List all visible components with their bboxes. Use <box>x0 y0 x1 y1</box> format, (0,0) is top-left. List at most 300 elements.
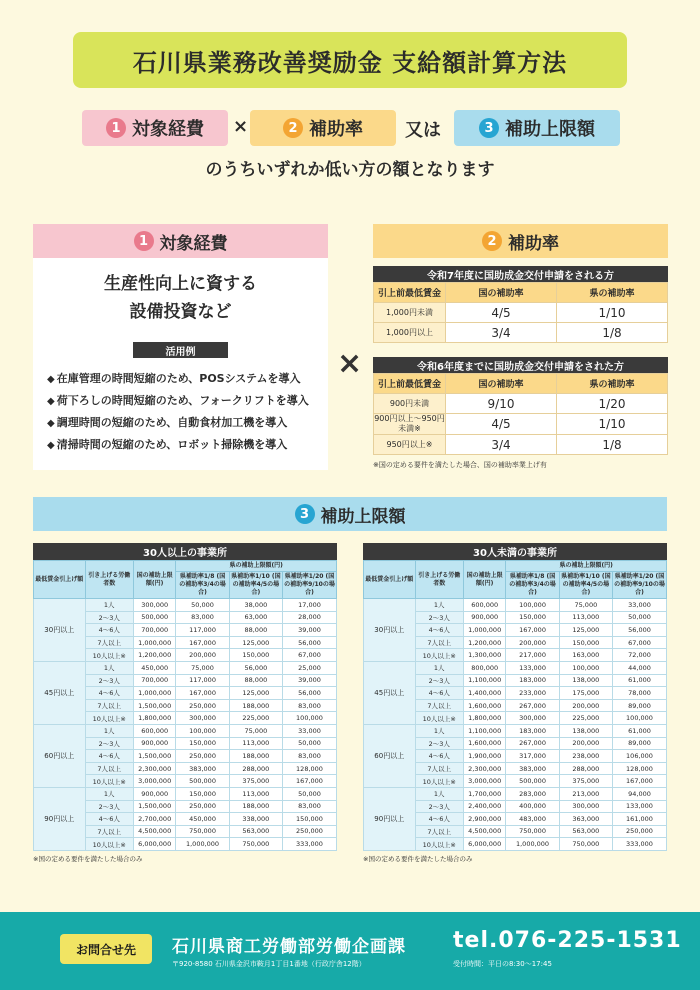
table-cell: 1,000円未満 <box>374 303 446 323</box>
table-cell: 1人 <box>85 787 133 800</box>
formula-item-cap <box>454 110 620 146</box>
table-cell: 900,000 <box>133 737 175 750</box>
section-title: 補助上限額 <box>320 506 406 527</box>
formula-item-label: 補助率 <box>309 119 363 140</box>
table-cell: 188,000 <box>229 800 282 813</box>
table-cell: 200,000 <box>506 636 559 649</box>
formula-item-label: 対象経費 <box>132 119 204 140</box>
table-cell: 500,000 <box>506 775 559 788</box>
table-cell: 10人以上※ <box>415 712 463 725</box>
table-cell: 1/8 <box>557 435 668 455</box>
table-cell: 1,000,000 <box>463 624 505 637</box>
phone-number: tel.076-225-1531 <box>453 928 682 953</box>
table-cell: 288,000 <box>559 762 612 775</box>
table-cell: 700,000 <box>133 674 175 687</box>
table-cell: 1,900,000 <box>463 750 505 763</box>
table-cell: 2～3人 <box>85 674 133 687</box>
column-header: 引き上げる労働者数 <box>85 561 133 599</box>
cost-description <box>33 270 328 326</box>
table-cell: 1,500,000 <box>133 699 175 712</box>
table-cell: 750,000 <box>506 825 559 838</box>
table-cell: 39,000 <box>283 674 337 687</box>
table-cell: 167,000 <box>176 636 229 649</box>
table-cell: 363,000 <box>559 813 612 826</box>
column-header: 県の補助率 <box>557 374 668 394</box>
table-cell: 100,000 <box>559 661 612 674</box>
table-cell: 113,000 <box>229 737 282 750</box>
page-title: 石川県業務改善奨励金 支給額計算方法 <box>73 32 627 88</box>
table-cell: 88,000 <box>229 624 282 637</box>
table-cell: 163,000 <box>559 649 612 662</box>
table-cell: 2～3人 <box>415 674 463 687</box>
table-cell: 250,000 <box>176 699 229 712</box>
table-cell: 2,900,000 <box>463 813 505 826</box>
table-cell: 50,000 <box>176 599 229 612</box>
table-cell: 900,000 <box>133 787 175 800</box>
table-cell: 10人以上※ <box>85 838 133 851</box>
section-cap-header <box>33 497 667 531</box>
table-row <box>374 323 668 343</box>
table-cell: 100,000 <box>506 599 559 612</box>
table-cell: 150,000 <box>176 787 229 800</box>
table-cell: 6,000,000 <box>133 838 175 851</box>
table-cell: 333,000 <box>283 838 337 851</box>
table-cell: 900円未満 <box>374 394 446 414</box>
list-item: ◆ 調理時間の短縮のため、自動食材加工機を導入 <box>47 412 309 434</box>
table-cell: 450,000 <box>133 661 175 674</box>
table-cell: 500,000 <box>133 611 175 624</box>
table-cell: 500,000 <box>176 775 229 788</box>
column-header: 県の補助率 <box>557 283 668 303</box>
table-cell: 1,000,000 <box>133 636 175 649</box>
table-cell: 563,000 <box>559 825 612 838</box>
table-cell: 6,000,000 <box>463 838 505 851</box>
table-cell: 1,000円以上 <box>374 323 446 343</box>
wage-increase-cell: 30円以上 <box>34 599 86 662</box>
table-cell: 1,000,000 <box>176 838 229 851</box>
section-cost-body <box>33 258 328 470</box>
table-cell: 1/10 <box>557 303 668 323</box>
table-cell: 50,000 <box>613 611 667 624</box>
table-row <box>34 787 337 800</box>
cap-table <box>33 560 337 851</box>
table-cell: 213,000 <box>559 787 612 800</box>
table-cell: 89,000 <box>613 737 667 750</box>
table-cell: 4～6人 <box>415 813 463 826</box>
table-cell: 2,400,000 <box>463 800 505 813</box>
table-cell: 3/4 <box>446 435 557 455</box>
table-cell: 125,000 <box>229 687 282 700</box>
column-header: 県補助率1/20 (国の補助率9/10の場合) <box>283 572 337 599</box>
table-cell: 161,000 <box>613 813 667 826</box>
table-cell: 100,000 <box>283 712 337 725</box>
table-cell: 4,500,000 <box>463 825 505 838</box>
table-cell: 1,000,000 <box>506 838 559 851</box>
table-cell: 288,000 <box>229 762 282 775</box>
table-row <box>374 394 668 414</box>
table-cell: 333,000 <box>613 838 667 851</box>
column-header: 県補助率1/20 (国の補助率9/10の場合) <box>613 572 667 599</box>
table-cell: 1人 <box>85 661 133 674</box>
table-cell: 3,000,000 <box>133 775 175 788</box>
table-cell: 88,000 <box>229 674 282 687</box>
column-header: 最低賃金引上げ額 <box>364 561 416 599</box>
or-text: 又は <box>405 120 441 141</box>
table-cell: 4/5 <box>446 303 557 323</box>
table-cell: 38,000 <box>229 599 282 612</box>
times-sign: × <box>233 116 249 137</box>
cap-table-30-or-more <box>33 543 337 863</box>
table-cell: 9/10 <box>446 394 557 414</box>
wage-increase-cell: 30円以上 <box>364 599 416 662</box>
table-cell: 72,000 <box>613 649 667 662</box>
table-cell: 75,000 <box>176 661 229 674</box>
table-cell: 4～6人 <box>415 750 463 763</box>
table-cell: 1/8 <box>557 323 668 343</box>
table-cell: 89,000 <box>613 699 667 712</box>
table-cell: 4,500,000 <box>133 825 175 838</box>
table-cell: 300,000 <box>176 712 229 725</box>
number-badge-3: 3 <box>295 504 315 524</box>
table-row <box>34 599 337 612</box>
table-cell: 1,100,000 <box>463 724 505 737</box>
table-cell: 117,000 <box>176 674 229 687</box>
rate-table-fy6 <box>373 357 668 455</box>
wage-increase-cell: 90円以上 <box>364 787 416 850</box>
table-cell: 7人以上 <box>415 636 463 649</box>
table-cell: 183,000 <box>506 724 559 737</box>
table-cell: 7人以上 <box>415 762 463 775</box>
cap-footnote: ※国の定める要件を満たした場合のみ <box>363 854 473 863</box>
table-cell: 25,000 <box>283 661 337 674</box>
table-cell: 167,000 <box>176 687 229 700</box>
table-cell: 7人以上 <box>85 762 133 775</box>
table-cell: 225,000 <box>229 712 282 725</box>
table-cell: 267,000 <box>506 699 559 712</box>
table-cell: 7人以上 <box>415 825 463 838</box>
table-cell: 238,000 <box>559 750 612 763</box>
column-header: 国の補助率 <box>446 283 557 303</box>
table-cell: 100,000 <box>613 712 667 725</box>
table-cell: 450,000 <box>176 813 229 826</box>
table-cell: 1,300,000 <box>463 649 505 662</box>
table-cell: 10人以上※ <box>85 649 133 662</box>
usage-example-list <box>47 368 309 456</box>
table-cell: 94,000 <box>613 787 667 800</box>
number-badge-2: 2 <box>482 231 502 251</box>
table-cell: 63,000 <box>229 611 282 624</box>
table-cell: 67,000 <box>613 636 667 649</box>
table-cell: 83,000 <box>176 611 229 624</box>
table-cell: 300,000 <box>133 599 175 612</box>
column-header: 県補助率1/8 (国の補助率3/4の場合) <box>176 572 229 599</box>
formula-item-rate <box>250 110 396 146</box>
table-cell: 61,000 <box>613 724 667 737</box>
table-cell: 750,000 <box>176 825 229 838</box>
table-cell: 113,000 <box>229 787 282 800</box>
table-cell: 250,000 <box>283 825 337 838</box>
table-cell: 338,000 <box>229 813 282 826</box>
list-item: ◆ 荷下ろしの時間短縮のため、フォークリフトを導入 <box>47 390 309 412</box>
table-cell: 128,000 <box>613 762 667 775</box>
table-cell: 250,000 <box>176 800 229 813</box>
table-cell: 2～3人 <box>85 737 133 750</box>
table-cell: 1,800,000 <box>463 712 505 725</box>
table-cell: 4/5 <box>446 414 557 435</box>
table-row <box>34 724 337 737</box>
table-cell: 950円以上※ <box>374 435 446 455</box>
table-cell: 83,000 <box>283 800 337 813</box>
table-row <box>364 599 667 612</box>
cost-line-1: 生産性向上に資する <box>104 274 257 294</box>
table-cell: 75,000 <box>229 724 282 737</box>
column-header: 引き上げる労働者数 <box>415 561 463 599</box>
table-cell: 250,000 <box>176 750 229 763</box>
table-cell: 1人 <box>415 787 463 800</box>
table-cell: 1,500,000 <box>133 800 175 813</box>
times-sign-large: × <box>337 346 363 381</box>
table-row <box>374 303 668 323</box>
column-header: 県の補助上限額(円) <box>176 561 337 572</box>
table-cell: 10人以上※ <box>85 775 133 788</box>
table-cell: 2,300,000 <box>463 762 505 775</box>
table-cell: 300,000 <box>506 712 559 725</box>
rate-table-caption: 令和7年度に国助成金交付申請をされる方 <box>373 266 668 282</box>
table-cell: 1,100,000 <box>463 674 505 687</box>
table-cell: 250,000 <box>613 825 667 838</box>
table-cell: 1/20 <box>557 394 668 414</box>
table-cell: 117,000 <box>176 624 229 637</box>
table-cell: 217,000 <box>506 649 559 662</box>
cost-line-2: 設備投資など <box>129 302 232 322</box>
contact-label: お問合せ先 <box>60 934 152 964</box>
table-cell: 28,000 <box>283 611 337 624</box>
table-cell: 10人以上※ <box>415 649 463 662</box>
table-cell: 1,600,000 <box>463 699 505 712</box>
table-cell: 4～6人 <box>85 687 133 700</box>
number-badge-1: 1 <box>134 231 154 251</box>
table-cell: 1人 <box>85 724 133 737</box>
table-cell: 3/4 <box>446 323 557 343</box>
table-cell: 400,000 <box>506 800 559 813</box>
table-cell: 200,000 <box>559 699 612 712</box>
footer <box>0 912 700 990</box>
column-header: 県補助率1/8 (国の補助率3/4の場合) <box>506 572 559 599</box>
table-cell: 2,700,000 <box>133 813 175 826</box>
table-cell: 50,000 <box>283 787 337 800</box>
table-cell: 133,000 <box>506 661 559 674</box>
table-cell: 2～3人 <box>85 611 133 624</box>
table-cell: 1/10 <box>557 414 668 435</box>
section-cost-header <box>33 224 328 258</box>
table-cell: 7人以上 <box>85 825 133 838</box>
table-cell: 167,000 <box>283 775 337 788</box>
table-cell: 75,000 <box>559 599 612 612</box>
table-cell: 1人 <box>415 724 463 737</box>
office-hours: 受付時間：平日の8:30～17:45 <box>453 960 552 968</box>
table-cell: 750,000 <box>559 838 612 851</box>
table-cell: 2～3人 <box>85 800 133 813</box>
table-cell: 33,000 <box>283 724 337 737</box>
table-cell: 10人以上※ <box>85 712 133 725</box>
table-cell: 106,000 <box>613 750 667 763</box>
table-cell: 375,000 <box>559 775 612 788</box>
address: 〒920-8580 石川県金沢市鞍月1丁目1番地（行政庁舎12階） <box>172 960 366 968</box>
table-cell: 600,000 <box>133 724 175 737</box>
number-badge-2: 2 <box>283 118 303 138</box>
table-cell: 33,000 <box>613 599 667 612</box>
table-cell: 150,000 <box>506 611 559 624</box>
table-cell: 1人 <box>85 599 133 612</box>
table-cell: 750,000 <box>229 838 282 851</box>
table-cell: 4～6人 <box>85 750 133 763</box>
table-cell: 225,000 <box>559 712 612 725</box>
table-cell: 10人以上※ <box>415 838 463 851</box>
column-header: 県補助率1/10 (国の補助率4/5の場合) <box>559 572 612 599</box>
table-row <box>374 414 668 435</box>
table-cell: 800,000 <box>463 661 505 674</box>
list-item: ◆ 清掃時間の短縮のため、ロボット掃除機を導入 <box>47 434 309 456</box>
table-cell: 167,000 <box>613 775 667 788</box>
table-cell: 1人 <box>415 661 463 674</box>
table-cell: 113,000 <box>559 611 612 624</box>
table-cell: 1,200,000 <box>133 649 175 662</box>
number-badge-3: 3 <box>479 118 499 138</box>
rate-footnote: ※国の定める要件を満たした場合、国の補助率業上げ有 <box>373 461 547 469</box>
table-cell: 125,000 <box>229 636 282 649</box>
table-cell: 56,000 <box>613 624 667 637</box>
table-cell: 4～6人 <box>415 687 463 700</box>
table-cell: 2～3人 <box>415 611 463 624</box>
table-cell: 1,400,000 <box>463 687 505 700</box>
table-cell: 188,000 <box>229 750 282 763</box>
table-cell: 125,000 <box>559 624 612 637</box>
table-cell: 83,000 <box>283 750 337 763</box>
section-rate-header <box>373 224 668 258</box>
table-cell: 563,000 <box>229 825 282 838</box>
table-cell: 150,000 <box>229 649 282 662</box>
table-cell: 300,000 <box>559 800 612 813</box>
table-cell: 150,000 <box>176 737 229 750</box>
usage-example-label: 活用例 <box>133 342 228 358</box>
table-row <box>364 787 667 800</box>
table-cell: 188,000 <box>229 699 282 712</box>
column-header: 国の補助上限額(円) <box>133 561 175 599</box>
wage-increase-cell: 45円以上 <box>34 661 86 724</box>
rate-table <box>373 282 668 343</box>
table-row <box>374 435 668 455</box>
cap-footnote: ※国の定める要件を満たした場合のみ <box>33 854 143 863</box>
table-cell: 7人以上 <box>415 699 463 712</box>
table-cell: 67,000 <box>283 649 337 662</box>
table-cell: 383,000 <box>506 762 559 775</box>
column-header: 国の補助上限額(円) <box>463 561 505 599</box>
table-cell: 2～3人 <box>415 737 463 750</box>
rate-table <box>373 373 668 455</box>
table-cell: 1人 <box>415 599 463 612</box>
table-cell: 44,000 <box>613 661 667 674</box>
table-cell: 4～6人 <box>85 624 133 637</box>
formula-row <box>0 110 700 150</box>
table-cell: 4～6人 <box>85 813 133 826</box>
table-cell: 56,000 <box>283 636 337 649</box>
table-cell: 1,200,000 <box>463 636 505 649</box>
table-cell: 39,000 <box>283 624 337 637</box>
table-cell: 56,000 <box>229 661 282 674</box>
cap-table-title: 30人未満の事業所 <box>363 543 667 560</box>
section-title: 補助率 <box>508 233 559 254</box>
table-cell: 138,000 <box>559 674 612 687</box>
table-row <box>364 661 667 674</box>
rate-table-caption: 令和6年度までに国助成金交付申請をされた方 <box>373 357 668 373</box>
table-cell: 150,000 <box>559 636 612 649</box>
table-cell: 50,000 <box>283 737 337 750</box>
table-cell: 900円以上～950円未満※ <box>374 414 445 433</box>
list-item: ◆ 在庫管理の時間短縮のため、POSシステムを導入 <box>47 368 309 390</box>
column-header: 県補助率1/10 (国の補助率4/5の場合) <box>229 572 282 599</box>
table-cell: 133,000 <box>613 800 667 813</box>
column-header: 引上前最低賃金 <box>374 374 446 394</box>
table-row <box>364 724 667 737</box>
table-cell: 2～3人 <box>415 800 463 813</box>
table-cell: 375,000 <box>229 775 282 788</box>
column-header: 引上前最低賃金 <box>374 283 446 303</box>
organization-name: 石川県商工労働部労働企画課 <box>172 937 406 957</box>
wage-increase-cell: 90円以上 <box>34 787 86 850</box>
table-cell: 56,000 <box>283 687 337 700</box>
table-cell: 383,000 <box>176 762 229 775</box>
table-cell: 200,000 <box>559 737 612 750</box>
wage-increase-cell: 45円以上 <box>364 661 416 724</box>
table-cell: 1,600,000 <box>463 737 505 750</box>
cap-table <box>363 560 667 851</box>
table-cell: 317,000 <box>506 750 559 763</box>
cap-table-title: 30人以上の事業所 <box>33 543 337 560</box>
table-cell: 183,000 <box>506 674 559 687</box>
table-cell: 61,000 <box>613 674 667 687</box>
table-cell: 483,000 <box>506 813 559 826</box>
table-cell: 1,800,000 <box>133 712 175 725</box>
section-title: 対象経費 <box>159 233 228 254</box>
table-cell: 7人以上 <box>85 699 133 712</box>
table-cell: 83,000 <box>283 699 337 712</box>
table-cell: 200,000 <box>176 649 229 662</box>
table-cell: 283,000 <box>506 787 559 800</box>
table-cell: 150,000 <box>283 813 337 826</box>
wage-increase-cell: 60円以上 <box>364 724 416 787</box>
number-badge-1: 1 <box>106 118 126 138</box>
formula-note: のうちいずれか低い方の額となります <box>205 160 495 180</box>
table-cell: 4～6人 <box>415 624 463 637</box>
table-cell: 900,000 <box>463 611 505 624</box>
table-cell: 1,700,000 <box>463 787 505 800</box>
column-header: 最低賃金引上げ額 <box>34 561 86 599</box>
table-cell: 700,000 <box>133 624 175 637</box>
table-cell: 1,500,000 <box>133 750 175 763</box>
rate-table-fy7 <box>373 266 668 343</box>
formula-item-label: 補助上限額 <box>505 119 595 140</box>
table-cell: 267,000 <box>506 737 559 750</box>
cap-table-under-30 <box>363 543 667 863</box>
wage-increase-cell: 60円以上 <box>34 724 86 787</box>
table-cell: 2,300,000 <box>133 762 175 775</box>
column-header: 国の補助率 <box>446 374 557 394</box>
table-cell: 128,000 <box>283 762 337 775</box>
table-cell: 100,000 <box>176 724 229 737</box>
table-cell: 7人以上 <box>85 636 133 649</box>
table-cell: 167,000 <box>506 624 559 637</box>
column-header: 県の補助上限額(円) <box>506 561 667 572</box>
